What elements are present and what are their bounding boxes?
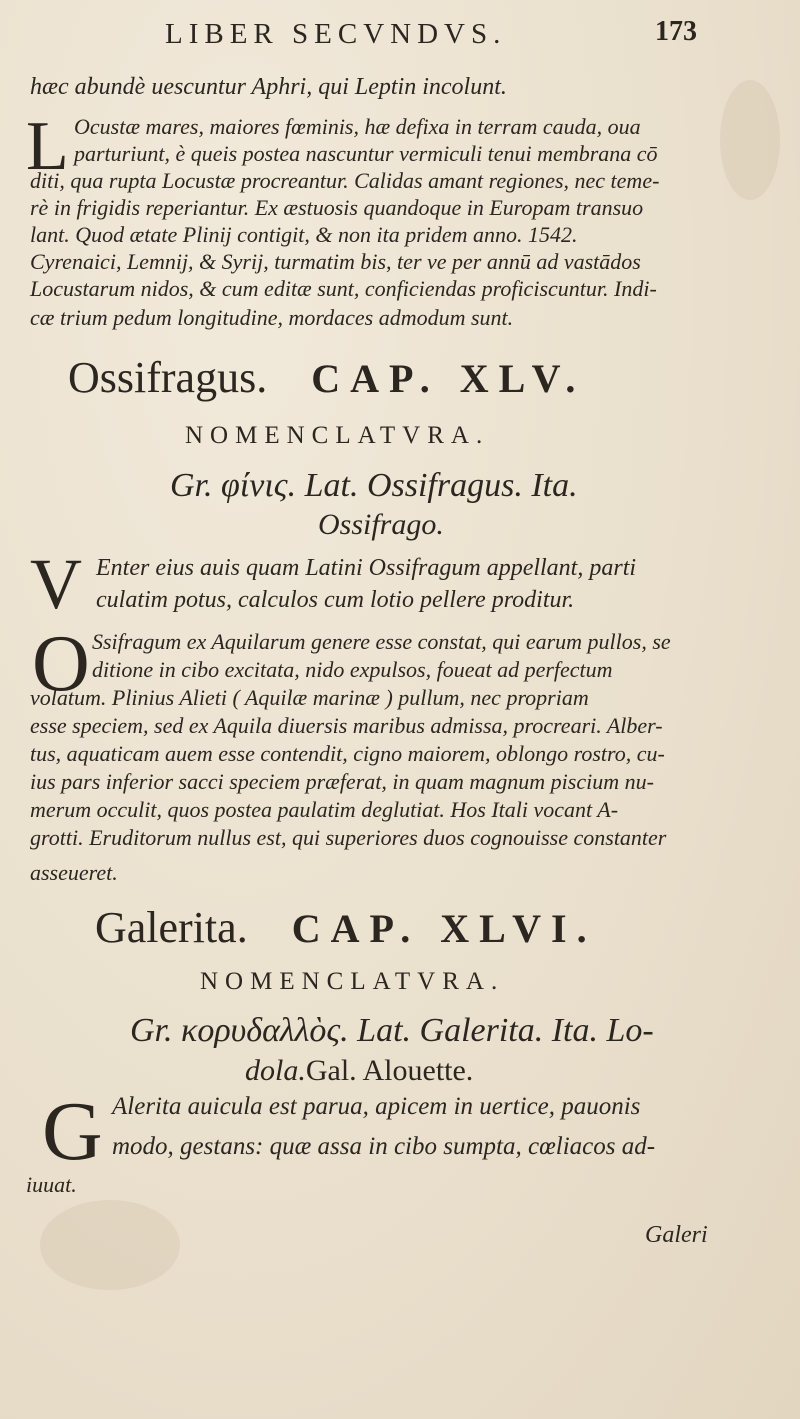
- text-line: parturiunt, è queis postea nascuntur vermiculi tenui membrana cō: [74, 141, 658, 166]
- text-line: rè in frigidis reperiantur. Ex æstuosis quandoque in Europam transuo: [30, 195, 644, 220]
- chapter-title: Ossifragus.: [68, 353, 268, 402]
- text-line: Alerita auicula est parua, apicem in uertice, pauonis: [112, 1093, 641, 1120]
- drop-cap: L: [26, 108, 69, 185]
- text-line: ius pars inferior sacci speciem præferat, in quam magnum piscium nu-: [30, 769, 654, 794]
- nomenclatura-heading: NOMENCLATVRA.: [200, 968, 505, 995]
- text-line: Ocustæ mares, maiores fœminis, hæ defixa in terram cauda, oua: [74, 114, 641, 139]
- text-line: Enter eius auis quam Latini Ossifragum appellant, parti: [96, 555, 637, 581]
- paper-stain: [40, 1200, 180, 1290]
- nomenclature-line: Gr. κορυδαλλὸς. Lat. Galerita. Ita. Lo-: [130, 1012, 654, 1049]
- text-line: Locustarum nidos, & cum editæ sunt, conficiendas proficiscuntur. Indi-: [30, 276, 657, 301]
- chapter-number: CAP. XLV.: [311, 356, 586, 401]
- chapter-number: CAP. XLVI.: [291, 906, 597, 951]
- text-line: culatim potus, calculos cum lotio pellere proditur.: [96, 587, 575, 613]
- chapter-title: Galerita.: [95, 903, 248, 952]
- text-line: modo, gestans: quæ assa in cibo sumpta, cœliacos ad-: [112, 1133, 656, 1160]
- drop-cap: V: [30, 544, 82, 624]
- chapter-heading: [68, 352, 585, 403]
- catchword: Galeri: [645, 1222, 708, 1248]
- nomenclature-line: Ossifrago.: [318, 508, 444, 541]
- text-line: Cyrenaici, Lemnij, & Syrij, turmatim bis, ter ve per annū ad vastādos: [30, 249, 641, 274]
- running-head: LIBER SECVNDVS.: [165, 18, 507, 50]
- text-line: esse speciem, sed ex Aquila diuersis maribus admissa, procreari. Alber-: [30, 713, 663, 738]
- nomenclature-line: Gr. φίνις. Lat. Ossifragus. Ita.: [170, 467, 578, 504]
- text-line: iuuat.: [26, 1172, 77, 1197]
- text-line: merum occulit, quos postea paulatim deglutiat. Hos Itali vocant A-: [30, 797, 619, 822]
- chapter-heading: [95, 902, 597, 953]
- page-number: 173: [655, 16, 697, 47]
- nomenclature-roman: Gal. Alouette.: [305, 1054, 474, 1087]
- text-line: cæ trium pedum longitudine, mordaces admodum sunt.: [30, 305, 514, 330]
- drop-cap: G: [42, 1085, 103, 1178]
- text-line: hæc abundè uescuntur Aphri, qui Leptin incolunt.: [30, 74, 507, 100]
- nomenclature-line: [245, 1053, 473, 1088]
- text-line: Ssifragum ex Aquilarum genere esse constat, qui earum pullos, se: [92, 629, 671, 654]
- text-line: tus, aquaticam auem esse contendit, cigno maiorem, oblongo rostro, cu-: [30, 741, 665, 766]
- text-line: ditione in cibo excitata, nido expulsos, foueat ad perfectum: [92, 657, 613, 682]
- text-line: grotti. Eruditorum nullus est, qui superiores duos cognouisse constanter: [30, 825, 667, 850]
- text-line: lant. Quod ætate Plinij contigit, & non ita pridem anno. 1542.: [30, 222, 578, 247]
- nomenclature-italic: dola.: [245, 1054, 306, 1087]
- text-line: asseueret.: [30, 860, 118, 885]
- paper-stain: [720, 80, 780, 200]
- drop-cap: O: [32, 620, 90, 708]
- nomenclatura-heading: NOMENCLATVRA.: [185, 422, 490, 449]
- text-line: diti, qua rupta Locustæ procreantur. Calidas amant regiones, nec teme-: [30, 168, 660, 193]
- text-line: volatum. Plinius Alieti ( Aquilæ marinæ ) pullum, nec propriam: [30, 685, 589, 710]
